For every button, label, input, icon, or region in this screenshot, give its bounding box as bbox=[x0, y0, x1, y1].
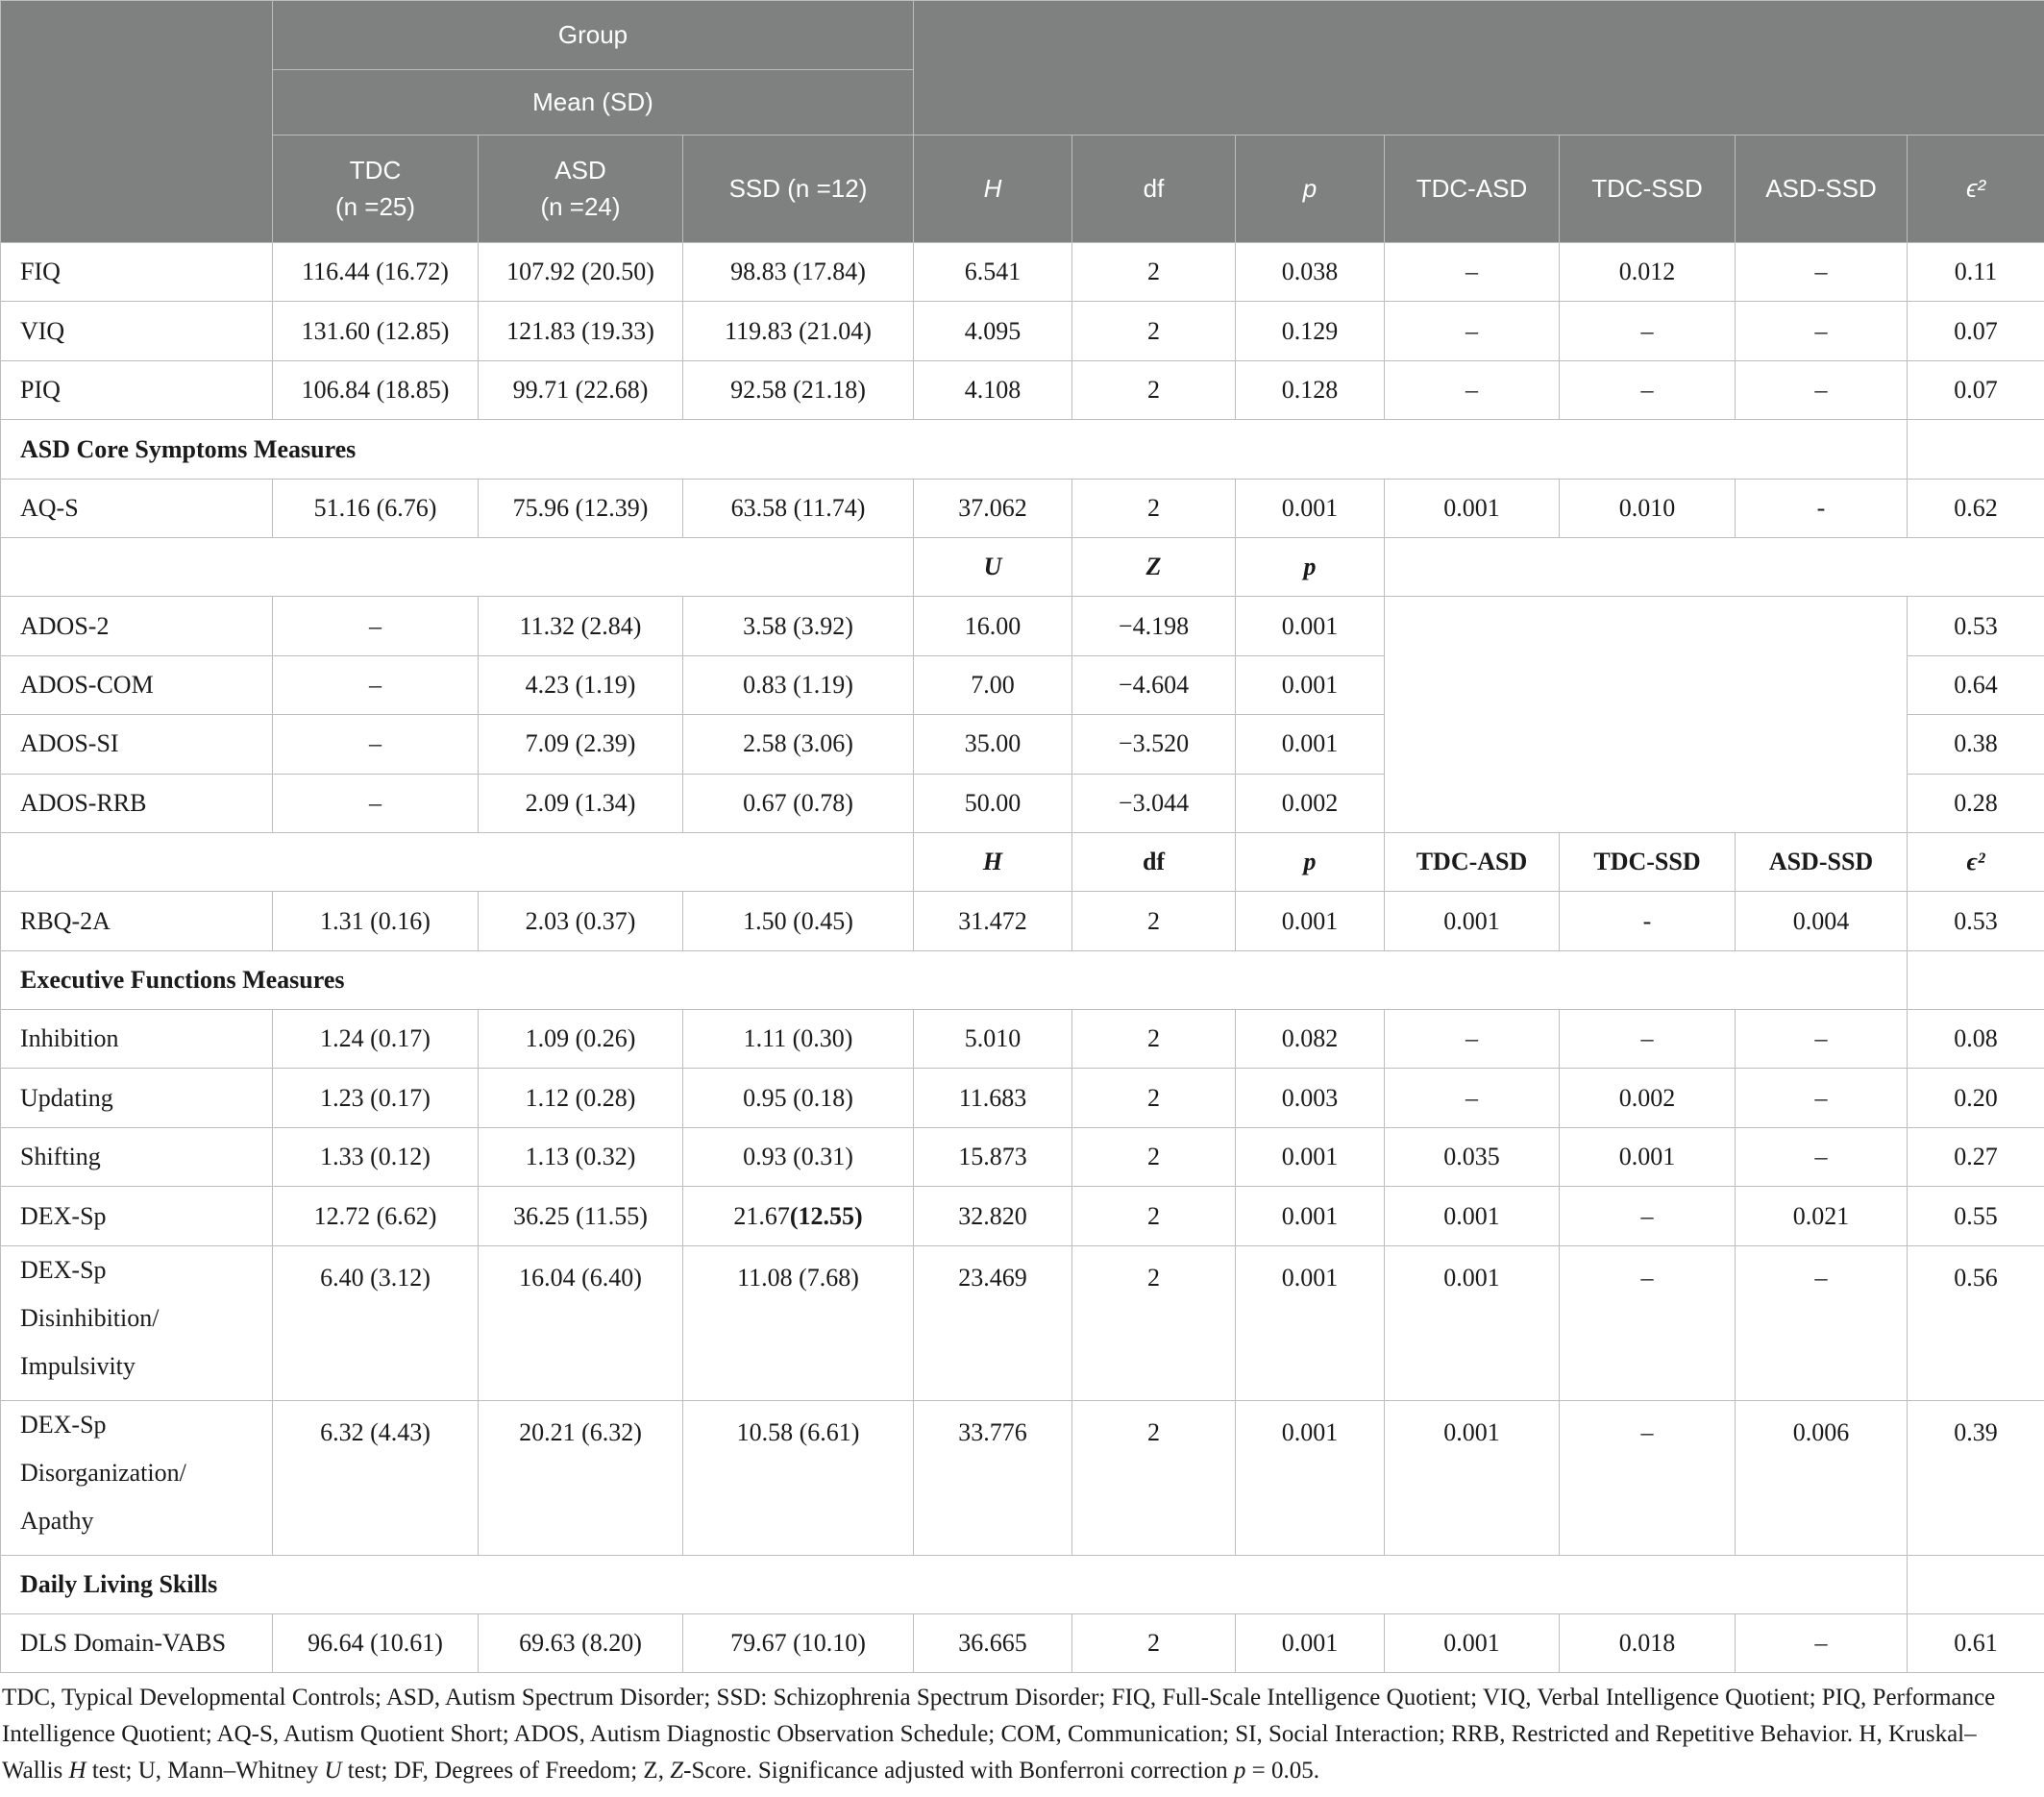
cell-asd-ssd: 0.006 bbox=[1736, 1400, 1908, 1555]
row-label: ADOS-RRB bbox=[1, 774, 273, 832]
cell-h: 23.469 bbox=[914, 1245, 1072, 1400]
cell-h: 4.095 bbox=[914, 302, 1072, 360]
cell-tdc-asd: 0.001 bbox=[1385, 1187, 1560, 1245]
section-executive-functions: Executive Functions Measures bbox=[1, 950, 1908, 1009]
header-ssd: SSD (n =12) bbox=[683, 135, 914, 243]
header-p: p bbox=[1236, 135, 1385, 243]
cell-u: 35.00 bbox=[914, 715, 1072, 774]
table-row bbox=[1, 1245, 2044, 1400]
cell-tdc: – bbox=[273, 774, 479, 832]
cell-tdc-asd: 0.001 bbox=[1385, 1400, 1560, 1555]
header-group: Group bbox=[273, 1, 914, 70]
row-label: Inhibition bbox=[1, 1010, 273, 1069]
section-blank bbox=[1908, 950, 2044, 1009]
cell-asd: 36.25 (11.55) bbox=[479, 1187, 683, 1245]
header-tdc-asd: TDC-ASD bbox=[1385, 135, 1560, 243]
subheader-row bbox=[1, 537, 2044, 596]
row-label: ADOS-COM bbox=[1, 655, 273, 714]
cell-tdc: 131.60 (12.85) bbox=[273, 302, 479, 360]
section-blank bbox=[1908, 1555, 2044, 1613]
table-row bbox=[1, 597, 2044, 655]
cell-h: 37.062 bbox=[914, 479, 1072, 537]
cell-tdc: 51.16 (6.76) bbox=[273, 479, 479, 537]
cell-tdc: 96.64 (10.61) bbox=[273, 1614, 479, 1673]
cell-epsilon: 0.08 bbox=[1908, 1010, 2044, 1069]
cell-asd-ssd: - bbox=[1736, 479, 1908, 537]
header-asd-ssd: ASD-SSD bbox=[1736, 135, 1908, 243]
section-daily-living-skills: Daily Living Skills bbox=[1, 1555, 1908, 1613]
cell-epsilon: 0.53 bbox=[1908, 892, 2044, 950]
cell-tdc: 1.24 (0.17) bbox=[273, 1010, 479, 1069]
table-row bbox=[1, 243, 2044, 302]
cell-tdc-ssd: – bbox=[1560, 1400, 1736, 1555]
table-row bbox=[1, 1400, 2044, 1555]
cell-ssd: 92.58 (21.18) bbox=[683, 360, 914, 419]
header-h: H bbox=[914, 135, 1072, 243]
subheader-asd-ssd: ASD-SSD bbox=[1736, 832, 1908, 891]
cell-p: 0.038 bbox=[1236, 243, 1385, 302]
cell-tdc-asd: – bbox=[1385, 1010, 1560, 1069]
row-label: DEX-Sp Disinhibition/ Impulsivity bbox=[1, 1245, 273, 1400]
cell-ssd: 3.58 (3.92) bbox=[683, 597, 914, 655]
subheader-tdc-ssd: TDC-SSD bbox=[1560, 832, 1736, 891]
section-blank bbox=[1908, 420, 2044, 479]
cell-epsilon: 0.55 bbox=[1908, 1187, 2044, 1245]
cell-ssd: 0.67 (0.78) bbox=[683, 774, 914, 832]
cell-tdc-asd: 0.001 bbox=[1385, 1614, 1560, 1673]
cell-p: 0.002 bbox=[1236, 774, 1385, 832]
cell-epsilon: 0.39 bbox=[1908, 1400, 2044, 1555]
row-label: DEX-Sp Disorganization/ Apathy bbox=[1, 1400, 273, 1555]
cell-df: 2 bbox=[1072, 360, 1236, 419]
cell-tdc-asd: – bbox=[1385, 360, 1560, 419]
cell-u: 16.00 bbox=[914, 597, 1072, 655]
cell-ssd: 0.95 (0.18) bbox=[683, 1069, 914, 1127]
table-row bbox=[1, 1614, 2044, 1673]
cell-h: 31.472 bbox=[914, 892, 1072, 950]
subheader-epsilon: ϵ² bbox=[1908, 832, 2044, 891]
row-label: ADOS-2 bbox=[1, 597, 273, 655]
cell-asd-ssd: – bbox=[1736, 1245, 1908, 1400]
cell-epsilon: 0.56 bbox=[1908, 1245, 2044, 1400]
cell-tdc-asd: – bbox=[1385, 1069, 1560, 1127]
cell-epsilon: 0.61 bbox=[1908, 1614, 2044, 1673]
cell-df: 2 bbox=[1072, 243, 1236, 302]
cell-p: 0.001 bbox=[1236, 892, 1385, 950]
cell-tdc: 6.32 (4.43) bbox=[273, 1400, 479, 1555]
subheader-row bbox=[1, 832, 2044, 891]
cell-tdc-ssd: 0.001 bbox=[1560, 1127, 1736, 1186]
cell-tdc: 116.44 (16.72) bbox=[273, 243, 479, 302]
cell-u: 7.00 bbox=[914, 655, 1072, 714]
cell-asd: 121.83 (19.33) bbox=[479, 302, 683, 360]
cell-asd: 16.04 (6.40) bbox=[479, 1245, 683, 1400]
cell-h: 4.108 bbox=[914, 360, 1072, 419]
cell-asd-ssd: – bbox=[1736, 1614, 1908, 1673]
cell-ssd: 79.67 (10.10) bbox=[683, 1614, 914, 1673]
cell-ssd: 98.83 (17.84) bbox=[683, 243, 914, 302]
cell-tdc-asd: 0.001 bbox=[1385, 892, 1560, 950]
cell-p: 0.082 bbox=[1236, 1010, 1385, 1069]
cell-p: 0.001 bbox=[1236, 1187, 1385, 1245]
cell-ssd: 119.83 (21.04) bbox=[683, 302, 914, 360]
cell-epsilon: 0.64 bbox=[1908, 655, 2044, 714]
cell-tdc-ssd: – bbox=[1560, 302, 1736, 360]
cell-p: 0.001 bbox=[1236, 1245, 1385, 1400]
cell-epsilon: 0.53 bbox=[1908, 597, 2044, 655]
cell-ssd: 21.67(12.55) bbox=[683, 1187, 914, 1245]
section-row bbox=[1, 950, 2044, 1009]
cell-h: 33.776 bbox=[914, 1400, 1072, 1555]
cell-h: 36.665 bbox=[914, 1614, 1072, 1673]
cell-tdc-ssd: – bbox=[1560, 1187, 1736, 1245]
cell-ssd: 11.08 (7.68) bbox=[683, 1245, 914, 1400]
cell-df: 2 bbox=[1072, 1010, 1236, 1069]
header-blank bbox=[1, 1, 273, 243]
cell-tdc: – bbox=[273, 715, 479, 774]
cell-df: 2 bbox=[1072, 1400, 1236, 1555]
cell-ssd: 0.83 (1.19) bbox=[683, 655, 914, 714]
cell-asd-ssd: – bbox=[1736, 360, 1908, 419]
cell-tdc-asd: 0.001 bbox=[1385, 479, 1560, 537]
cell-p: 0.001 bbox=[1236, 479, 1385, 537]
header-epsilon: ϵ² bbox=[1908, 135, 2044, 243]
cell-tdc: 1.23 (0.17) bbox=[273, 1069, 479, 1127]
cell-df: 2 bbox=[1072, 302, 1236, 360]
cell-ssd: 2.58 (3.06) bbox=[683, 715, 914, 774]
header-blank-right bbox=[914, 1, 2044, 135]
cell-asd: 20.21 (6.32) bbox=[479, 1400, 683, 1555]
cell-asd-ssd: – bbox=[1736, 1127, 1908, 1186]
cell-tdc: 106.84 (18.85) bbox=[273, 360, 479, 419]
subheader-df: df bbox=[1072, 832, 1236, 891]
section-asd-core: ASD Core Symptoms Measures bbox=[1, 420, 1908, 479]
cell-tdc: 12.72 (6.62) bbox=[273, 1187, 479, 1245]
cell-ssd: 1.11 (0.30) bbox=[683, 1010, 914, 1069]
cell-tdc: 1.31 (0.16) bbox=[273, 892, 479, 950]
cell-epsilon: 0.20 bbox=[1908, 1069, 2044, 1127]
table-row bbox=[1, 892, 2044, 950]
row-label: Updating bbox=[1, 1069, 273, 1127]
cell-asd-ssd: 0.004 bbox=[1736, 892, 1908, 950]
subheader-blank bbox=[1, 537, 914, 596]
cell-df: 2 bbox=[1072, 1187, 1236, 1245]
cell-df: 2 bbox=[1072, 479, 1236, 537]
table-row bbox=[1, 302, 2044, 360]
cell-tdc: – bbox=[273, 655, 479, 714]
cell-asd-ssd: – bbox=[1736, 1010, 1908, 1069]
header-asd: ASD (n =24) bbox=[479, 135, 683, 243]
section-row bbox=[1, 1555, 2044, 1613]
cell-asd: 69.63 (8.20) bbox=[479, 1614, 683, 1673]
cell-asd: 99.71 (22.68) bbox=[479, 360, 683, 419]
table-row bbox=[1, 1187, 2044, 1245]
cell-ssd: 63.58 (11.74) bbox=[683, 479, 914, 537]
cell-tdc: 1.33 (0.12) bbox=[273, 1127, 479, 1186]
cell-tdc-ssd: 0.010 bbox=[1560, 479, 1736, 537]
cell-tdc-ssd: 0.018 bbox=[1560, 1614, 1736, 1673]
cell-asd: 7.09 (2.39) bbox=[479, 715, 683, 774]
cell-tdc-ssd: – bbox=[1560, 360, 1736, 419]
subheader-u: U bbox=[914, 537, 1072, 596]
cell-tdc-asd: 0.001 bbox=[1385, 1245, 1560, 1400]
cell-p: 0.001 bbox=[1236, 597, 1385, 655]
table-row bbox=[1, 1069, 2044, 1127]
row-label: ADOS-SI bbox=[1, 715, 273, 774]
cell-epsilon: 0.07 bbox=[1908, 360, 2044, 419]
cell-p: 0.129 bbox=[1236, 302, 1385, 360]
subheader-p: p bbox=[1236, 832, 1385, 891]
cell-z: −3.520 bbox=[1072, 715, 1236, 774]
table-row bbox=[1, 479, 2044, 537]
cell-tdc-ssd: 0.012 bbox=[1560, 243, 1736, 302]
cell-tdc-asd: – bbox=[1385, 243, 1560, 302]
cell-asd-ssd: 0.021 bbox=[1736, 1187, 1908, 1245]
cell-epsilon: 0.28 bbox=[1908, 774, 2044, 832]
row-label: AQ-S bbox=[1, 479, 273, 537]
cell-df: 2 bbox=[1072, 1614, 1236, 1673]
cell-h: 5.010 bbox=[914, 1010, 1072, 1069]
cell-epsilon: 0.38 bbox=[1908, 715, 2044, 774]
row-label: VIQ bbox=[1, 302, 273, 360]
cell-asd: 1.12 (0.28) bbox=[479, 1069, 683, 1127]
cell-tdc-ssd: – bbox=[1560, 1010, 1736, 1069]
cell-tdc-asd: – bbox=[1385, 302, 1560, 360]
row-label: DLS Domain-VABS bbox=[1, 1614, 273, 1673]
merged-blank bbox=[1385, 597, 1908, 833]
cell-tdc: 6.40 (3.12) bbox=[273, 1245, 479, 1400]
cell-p: 0.001 bbox=[1236, 1614, 1385, 1673]
cell-epsilon: 0.11 bbox=[1908, 243, 2044, 302]
row-label: Shifting bbox=[1, 1127, 273, 1186]
cell-p: 0.128 bbox=[1236, 360, 1385, 419]
row-label: FIQ bbox=[1, 243, 273, 302]
cell-p: 0.001 bbox=[1236, 1400, 1385, 1555]
cell-df: 2 bbox=[1072, 1127, 1236, 1186]
cell-asd: 11.32 (2.84) bbox=[479, 597, 683, 655]
cell-p: 0.003 bbox=[1236, 1069, 1385, 1127]
cell-df: 2 bbox=[1072, 892, 1236, 950]
cell-h: 15.873 bbox=[914, 1127, 1072, 1186]
header-mean-sd: Mean (SD) bbox=[273, 70, 914, 135]
cell-asd: 4.23 (1.19) bbox=[479, 655, 683, 714]
table-footnote: TDC, Typical Developmental Controls; ASD, Autism Spectrum Disorder; SSD: Schizophrenia Spectrum Disorder; FIQ, Full-Scale Intelligence Quotient; VIQ, Verbal Intelligence Quotient; PIQ, Performance Intelligence Quotient; AQ-S, Autism Quotient Short; ADOS, Autism Diagnostic Observation Schedule; COM, Communication; SI, Social Interaction; RRB, Restricted and Repetitive Behavior. H, Kruskal–Wallis H test; U, Mann–Whitney U test; DF, Degrees of Freedom; Z, Z-Score. Significance adjusted with Bonferroni correction p = 0.05. bbox=[2, 1685, 1996, 1784]
cell-df: 2 bbox=[1072, 1069, 1236, 1127]
cell-p: 0.001 bbox=[1236, 715, 1385, 774]
cell-asd-ssd: – bbox=[1736, 1069, 1908, 1127]
cell-ssd: 0.93 (0.31) bbox=[683, 1127, 914, 1186]
cell-asd-ssd: – bbox=[1736, 302, 1908, 360]
row-label: PIQ bbox=[1, 360, 273, 419]
cell-epsilon: 0.07 bbox=[1908, 302, 2044, 360]
cell-tdc-ssd: - bbox=[1560, 892, 1736, 950]
section-row bbox=[1, 420, 2044, 479]
cell-h: 32.820 bbox=[914, 1187, 1072, 1245]
cell-asd: 1.13 (0.32) bbox=[479, 1127, 683, 1186]
cell-h: 6.541 bbox=[914, 243, 1072, 302]
cell-tdc-ssd: – bbox=[1560, 1245, 1736, 1400]
cell-epsilon: 0.27 bbox=[1908, 1127, 2044, 1186]
cell-tdc-ssd: 0.002 bbox=[1560, 1069, 1736, 1127]
cell-h: 11.683 bbox=[914, 1069, 1072, 1127]
subheader-blank bbox=[1, 832, 914, 891]
cell-p: 0.001 bbox=[1236, 1127, 1385, 1186]
cell-asd: 2.03 (0.37) bbox=[479, 892, 683, 950]
cell-tdc-asd: 0.035 bbox=[1385, 1127, 1560, 1186]
subheader-p: p bbox=[1236, 537, 1385, 596]
subheader-z: Z bbox=[1072, 537, 1236, 596]
cell-epsilon: 0.62 bbox=[1908, 479, 2044, 537]
cell-z: −3.044 bbox=[1072, 774, 1236, 832]
table-row bbox=[1, 1127, 2044, 1186]
header-tdc: TDC (n =25) bbox=[273, 135, 479, 243]
cell-df: 2 bbox=[1072, 1245, 1236, 1400]
cell-p: 0.001 bbox=[1236, 655, 1385, 714]
cell-z: −4.198 bbox=[1072, 597, 1236, 655]
subheader-blank-right bbox=[1385, 537, 2044, 596]
cell-z: −4.604 bbox=[1072, 655, 1236, 714]
cell-u: 50.00 bbox=[914, 774, 1072, 832]
cell-ssd: 10.58 (6.61) bbox=[683, 1400, 914, 1555]
table-row bbox=[1, 360, 2044, 419]
cell-asd: 107.92 (20.50) bbox=[479, 243, 683, 302]
cell-asd: 2.09 (1.34) bbox=[479, 774, 683, 832]
cell-asd: 1.09 (0.26) bbox=[479, 1010, 683, 1069]
cell-asd: 75.96 (12.39) bbox=[479, 479, 683, 537]
header-tdc-ssd: TDC-SSD bbox=[1560, 135, 1736, 243]
row-label: DEX-Sp bbox=[1, 1187, 273, 1245]
header-df: df bbox=[1072, 135, 1236, 243]
cell-tdc: – bbox=[273, 597, 479, 655]
subheader-tdc-asd: TDC-ASD bbox=[1385, 832, 1560, 891]
row-label: RBQ-2A bbox=[1, 892, 273, 950]
table-row bbox=[1, 1010, 2044, 1069]
cell-ssd: 1.50 (0.45) bbox=[683, 892, 914, 950]
subheader-h: H bbox=[914, 832, 1072, 891]
cell-asd-ssd: – bbox=[1736, 243, 1908, 302]
